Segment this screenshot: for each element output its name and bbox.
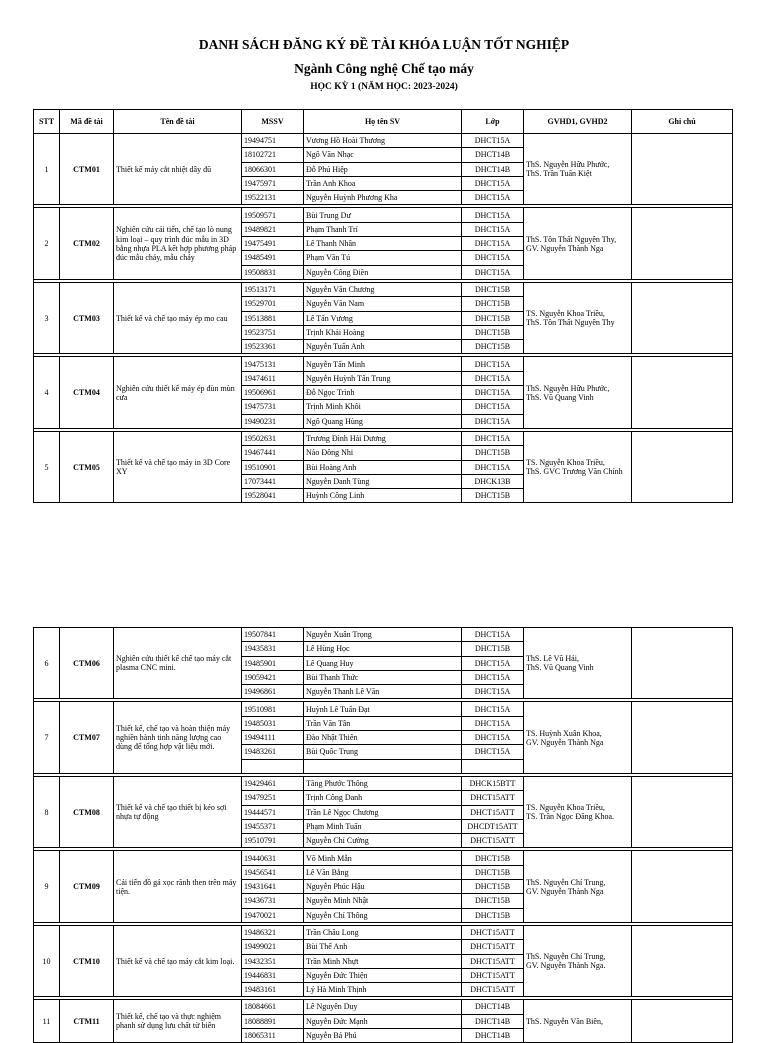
semester-label: HỌC KỲ 1 (NĂM HỌC: 2023-2024)	[310, 82, 458, 92]
student-class: DHCT14B	[462, 1029, 524, 1043]
student-name: Phạm Văn Tú	[304, 251, 462, 265]
student-name: Nguyễn Chí Cường	[304, 834, 462, 848]
student-name: Lê Thanh Nhân	[304, 237, 462, 251]
group-stt: 4	[34, 357, 60, 428]
header-advisors: GVHD1, GVHD2	[524, 110, 632, 134]
student-name: Trần Anh Khoa	[304, 176, 462, 190]
student-class: DHCT15A	[462, 414, 524, 428]
page-title: DANH SÁCH ĐĂNG KÝ ĐỀ TÀI KHÓA LUẬN TỐT NGHIỆP	[198, 37, 570, 52]
group-stt: 3	[34, 282, 60, 353]
student-id: 19483261	[242, 745, 304, 759]
group-advisors: TS. Nguyễn Khoa Triều, ThS. Tôn Thất Nguyên Thy	[524, 282, 632, 353]
group-topic: Thiết kế máy cắt nhiệt dây đũ	[114, 134, 242, 205]
student-class: DHCT15A	[462, 176, 524, 190]
student-class: DHCT15A	[462, 386, 524, 400]
student-name: Trần Văn Tân	[304, 716, 462, 730]
student-name: Bùi Thanh Thức	[304, 670, 462, 684]
student-name	[304, 759, 462, 773]
student-id: 19513881	[242, 311, 304, 325]
group-stt: 6	[34, 628, 60, 699]
student-name: Nguyễn Văn Nam	[304, 297, 462, 311]
student-name: Trịnh Khải Hoàng	[304, 325, 462, 339]
group-note	[632, 357, 733, 428]
student-id	[242, 759, 304, 773]
student-name: Lê Hùng Học	[304, 642, 462, 656]
group-advisors: TS. Huỳnh Xuân Khoa, GV. Nguyễn Thành Nga	[524, 702, 632, 773]
student-name: Lê Quang Huy	[304, 656, 462, 670]
group-stt: 9	[34, 851, 60, 922]
header-student-id: MSSV	[242, 110, 304, 134]
student-class: DHCT15B	[462, 446, 524, 460]
student-class: DHCT15A	[462, 357, 524, 371]
student-id: 19508831	[242, 265, 304, 279]
group-note	[632, 134, 733, 205]
student-class: DHCT15B	[462, 894, 524, 908]
student-id: 19485901	[242, 656, 304, 670]
student-class: DHCT14B	[462, 1000, 524, 1014]
group-topic: Thiết kế, chế tạo và thực nghiệm phanh sử dụng lưu chất từ biến	[114, 1000, 242, 1043]
student-class: DHCT15B	[462, 325, 524, 339]
student-name: Bùi Thế Anh	[304, 940, 462, 954]
group-topic: Nghiên cứu cải tiến, chế tạo lò nung kim loại – quy trình đúc mẫu in 3D bằng nhựa PLA kết hợp phương pháp đúc mẫu chảy, mẫu cháy	[114, 208, 242, 279]
student-row	[34, 134, 733, 148]
group-topic: Nghiên cứu thiết kế máy ép đùn mùn cưa	[114, 357, 242, 428]
student-row	[34, 208, 733, 222]
student-name: Nguyễn Tuấn Anh	[304, 340, 462, 354]
group-note	[632, 282, 733, 353]
group-stt: 5	[34, 431, 60, 502]
student-name: Phạm Minh Tuấn	[304, 819, 462, 833]
student-name: Trần Minh Nhựt	[304, 954, 462, 968]
student-id: 19499021	[242, 940, 304, 954]
student-id: 19506961	[242, 386, 304, 400]
student-class: DHCT15A	[462, 716, 524, 730]
student-id: 19507841	[242, 628, 304, 642]
group-stt: 1	[34, 134, 60, 205]
student-name: Bùi Quốc Trung	[304, 745, 462, 759]
student-class	[462, 759, 524, 773]
group-note	[632, 1000, 733, 1043]
group-code: CTM01	[60, 134, 114, 205]
student-id: 19475971	[242, 176, 304, 190]
student-class: DHCT15B	[462, 865, 524, 879]
student-name: Đỗ Phú Hiệp	[304, 162, 462, 176]
student-row	[34, 776, 733, 790]
student-id: 19475731	[242, 400, 304, 414]
student-id: 19059421	[242, 670, 304, 684]
student-id: 19502631	[242, 431, 304, 445]
group-note	[632, 702, 733, 773]
group-topic: Nghiên cứu thiết kế chế tạo máy cắt plasma CNC mini.	[114, 628, 242, 699]
student-id: 19529701	[242, 297, 304, 311]
student-id: 18066301	[242, 162, 304, 176]
student-class: DHCT15A	[462, 628, 524, 642]
group-topic: Thiết kế, chế tạo và hoàn thiện máy nghiền hành tinh năng lượng cao dùng để tổng hợp vật liệu mới.	[114, 702, 242, 773]
student-id: 19523361	[242, 340, 304, 354]
student-id: 19479251	[242, 791, 304, 805]
student-id: 19510981	[242, 702, 304, 716]
student-name: Nguyễn Huỳnh Phương Kha	[304, 191, 462, 205]
student-class: DHCT15A	[462, 222, 524, 236]
student-class: DHCT15B	[462, 489, 524, 503]
group-topic: Thiết kế và chế tạo máy ép mo cau	[114, 282, 242, 353]
student-class: DHCT15A	[462, 431, 524, 445]
group-code: CTM02	[60, 208, 114, 279]
student-name: Ngô Quang Hùng	[304, 414, 462, 428]
group-advisors: ThS. Tôn Thất Nguyên Thy, GV. Nguyễn Thành Nga	[524, 208, 632, 279]
student-row	[34, 628, 733, 642]
student-class: DHCT15ATT	[462, 940, 524, 954]
student-row	[34, 357, 733, 371]
student-class: DHCT15ATT	[462, 954, 524, 968]
student-row	[34, 702, 733, 716]
student-name: Trịnh Minh Khôi	[304, 400, 462, 414]
student-name: Bùi Hoàng Anh	[304, 460, 462, 474]
student-name: Trịnh Công Danh	[304, 791, 462, 805]
student-name: Lê Văn Bằng	[304, 865, 462, 879]
student-name: Phạm Thanh Trí	[304, 222, 462, 236]
student-name: Bùi Trung Dư	[304, 208, 462, 222]
header-code: Mã đề tài	[60, 110, 114, 134]
student-id: 19522131	[242, 191, 304, 205]
group-code: CTM09	[60, 851, 114, 922]
student-class: DHCT15ATT	[462, 791, 524, 805]
group-advisors: ThS. Nguyễn Chí Trung, GV. Nguyễn Thành Nga.	[524, 925, 632, 996]
group-advisors: ThS. Nguyễn Hữu Phước, ThS. Vũ Quang Vinh	[524, 357, 632, 428]
group-note	[632, 851, 733, 922]
student-id: 19528041	[242, 489, 304, 503]
student-name: Nguyễn Danh Tùng	[304, 474, 462, 488]
student-id: 19429461	[242, 776, 304, 790]
student-id: 19474611	[242, 371, 304, 385]
student-row	[34, 851, 733, 865]
student-class: DHCT15B	[462, 908, 524, 922]
student-class: DHCT14B	[462, 162, 524, 176]
student-class: DHCT15B	[462, 851, 524, 865]
header-class: Lớp	[462, 110, 524, 134]
header-note: Ghi chú	[632, 110, 733, 134]
student-id: 19513171	[242, 282, 304, 296]
group-code: CTM03	[60, 282, 114, 353]
student-class: DHCT15A	[462, 460, 524, 474]
group-stt: 8	[34, 776, 60, 847]
group-stt: 7	[34, 702, 60, 773]
student-class: DHCT14B	[462, 148, 524, 162]
group-note	[632, 628, 733, 699]
group-code: CTM08	[60, 776, 114, 847]
student-id: 19509571	[242, 208, 304, 222]
student-class: DHCT15A	[462, 371, 524, 385]
student-name: Nguyễn Bá Phú	[304, 1029, 462, 1043]
student-name: Nguyễn Tấn Minh	[304, 357, 462, 371]
student-id: 19494111	[242, 731, 304, 745]
header-student-name: Họ tên SV	[304, 110, 462, 134]
student-class: DHCT15A	[462, 208, 524, 222]
student-class: DHCT15ATT	[462, 805, 524, 819]
group-code: CTM11	[60, 1000, 114, 1043]
student-id: 19446831	[242, 968, 304, 982]
group-topic: Thiết kế và chế tạo máy in 3D Core XY	[114, 431, 242, 502]
student-id: 18102721	[242, 148, 304, 162]
student-class: DHCT15A	[462, 191, 524, 205]
group-advisors: ThS. Lê Vũ Hải, ThS. Vũ Quang Vinh	[524, 628, 632, 699]
student-name: Nguyễn Xuân Trọng	[304, 628, 462, 642]
student-class: DHCT15A	[462, 134, 524, 148]
student-name: Trần Châu Long	[304, 925, 462, 939]
student-id: 18088891	[242, 1014, 304, 1028]
page-subtitle: Ngành Công nghệ Chế tạo máy	[294, 61, 474, 76]
student-class: DHCT15B	[462, 282, 524, 296]
student-class: DHCT15A	[462, 685, 524, 699]
student-id: 19510791	[242, 834, 304, 848]
student-id: 19467441	[242, 446, 304, 460]
student-class: DHCT15A	[462, 237, 524, 251]
group-code: CTM06	[60, 628, 114, 699]
student-class: DHCT15A	[462, 731, 524, 745]
group-code: CTM05	[60, 431, 114, 502]
student-class: DHCK15BTT	[462, 776, 524, 790]
student-name: Nguyễn Đức Mạnh	[304, 1014, 462, 1028]
student-id: 19485031	[242, 716, 304, 730]
table-header-row	[34, 110, 733, 134]
student-id: 19510901	[242, 460, 304, 474]
student-class: DHCDT15ATT	[462, 819, 524, 833]
group-note	[632, 208, 733, 279]
student-name: Đào Nhật Thiên	[304, 731, 462, 745]
student-class: DHCT15B	[462, 880, 524, 894]
student-row	[34, 431, 733, 445]
group-advisors: ThS. Nguyễn Văn Biên,	[524, 1000, 632, 1043]
student-class: DHCT14B	[462, 1014, 524, 1028]
student-id: 19470021	[242, 908, 304, 922]
student-id: 19486321	[242, 925, 304, 939]
student-class: DHCT15B	[462, 311, 524, 325]
group-stt: 10	[34, 925, 60, 996]
student-id: 19431641	[242, 880, 304, 894]
student-row	[34, 1000, 733, 1014]
student-name: Nguyễn Phúc Hậu	[304, 880, 462, 894]
student-id: 19455371	[242, 819, 304, 833]
student-name: Ngô Văn Nhạc	[304, 148, 462, 162]
student-id: 19489821	[242, 222, 304, 236]
student-id: 19435831	[242, 642, 304, 656]
student-id: 19523751	[242, 325, 304, 339]
student-class: DHCT15A	[462, 265, 524, 279]
group-note	[632, 431, 733, 502]
header-stt: STT	[34, 110, 60, 134]
student-class: DHCT15A	[462, 745, 524, 759]
group-advisors: TS. Nguyễn Khoa Triều, ThS. GVC Trương Văn Chính	[524, 431, 632, 502]
student-id: 19440631	[242, 851, 304, 865]
student-id: 18065311	[242, 1029, 304, 1043]
student-name: Lê Nguyên Duy	[304, 1000, 462, 1014]
registration-table-part-1	[33, 109, 733, 503]
student-class: DHCT15ATT	[462, 925, 524, 939]
student-class: DHCT15ATT	[462, 983, 524, 997]
student-row	[34, 925, 733, 939]
student-class: DHCT15A	[462, 670, 524, 684]
student-id: 19494751	[242, 134, 304, 148]
student-name: Trần Lê Ngọc Chương	[304, 805, 462, 819]
student-id: 19475491	[242, 237, 304, 251]
student-class: DHCT15B	[462, 642, 524, 656]
student-name: Tăng Phước Thông	[304, 776, 462, 790]
student-name: Nguyễn Minh Nhật	[304, 894, 462, 908]
group-stt: 11	[34, 1000, 60, 1043]
student-id: 19490231	[242, 414, 304, 428]
student-id: 18084661	[242, 1000, 304, 1014]
student-name: Huỳnh Công Linh	[304, 489, 462, 503]
student-class: DHCT15A	[462, 400, 524, 414]
group-advisors: ThS. Nguyễn Chí Trung, GV. Nguyễn Thành Nga	[524, 851, 632, 922]
student-class: DHCT15B	[462, 340, 524, 354]
group-advisors: TS. Nguyễn Khoa Triều, TS. Trần Ngọc Đăng Khoa.	[524, 776, 632, 847]
student-row	[34, 282, 733, 296]
registration-table-part-2	[33, 627, 733, 1043]
student-id: 19483161	[242, 983, 304, 997]
group-code: CTM10	[60, 925, 114, 996]
student-name: Nảo Đông Nhi	[304, 446, 462, 460]
group-note	[632, 776, 733, 847]
student-class: DHCT15ATT	[462, 968, 524, 982]
student-id: 19444571	[242, 805, 304, 819]
student-class: DHCT15A	[462, 656, 524, 670]
student-id: 19485491	[242, 251, 304, 265]
student-name: Nguyễn Chí Thông	[304, 908, 462, 922]
student-id: 19475131	[242, 357, 304, 371]
group-stt: 2	[34, 208, 60, 279]
header-topic: Tên đề tài	[114, 110, 242, 134]
student-id: 17073441	[242, 474, 304, 488]
student-id: 19432351	[242, 954, 304, 968]
student-name: Nguyễn Huỳnh Tấn Trung	[304, 371, 462, 385]
group-code: CTM07	[60, 702, 114, 773]
group-topic: Thiết kế và chế tạo máy cắt kim loại.	[114, 925, 242, 996]
group-note	[632, 925, 733, 996]
student-id: 19436731	[242, 894, 304, 908]
student-class: DHCK13B	[462, 474, 524, 488]
group-advisors: ThS. Nguyễn Hữu Phước, ThS. Trần Tuấn Kiệt	[524, 134, 632, 205]
group-topic: Cải tiến đồ gá xọc rãnh then trên máy tiện.	[114, 851, 242, 922]
student-name: Võ Minh Mẫn	[304, 851, 462, 865]
student-class: DHCT15B	[462, 297, 524, 311]
student-name: Nguyễn Đức Thiện	[304, 968, 462, 982]
student-name: Vương Hồ Hoài Thương	[304, 134, 462, 148]
student-name: Nguyễn Thanh Lê Văn	[304, 685, 462, 699]
student-name: Đỗ Ngọc Trình	[304, 386, 462, 400]
student-class: DHCT15A	[462, 251, 524, 265]
student-name: Nguyễn Công Điền	[304, 265, 462, 279]
group-topic: Thiết kế và chế tạo thiết bị kéo sợi nhựa tự động	[114, 776, 242, 847]
student-name: Nguyễn Văn Chương	[304, 282, 462, 296]
student-id: 19496861	[242, 685, 304, 699]
group-code: CTM04	[60, 357, 114, 428]
student-id: 19456541	[242, 865, 304, 879]
student-name: Trương Đình Hải Dương	[304, 431, 462, 445]
student-class: DHCT15ATT	[462, 834, 524, 848]
student-name: Huỳnh Lê Tuấn Đạt	[304, 702, 462, 716]
student-name: Lê Tấn Vương	[304, 311, 462, 325]
student-class: DHCT15A	[462, 702, 524, 716]
student-name: Lý Hà Minh Thịnh	[304, 983, 462, 997]
